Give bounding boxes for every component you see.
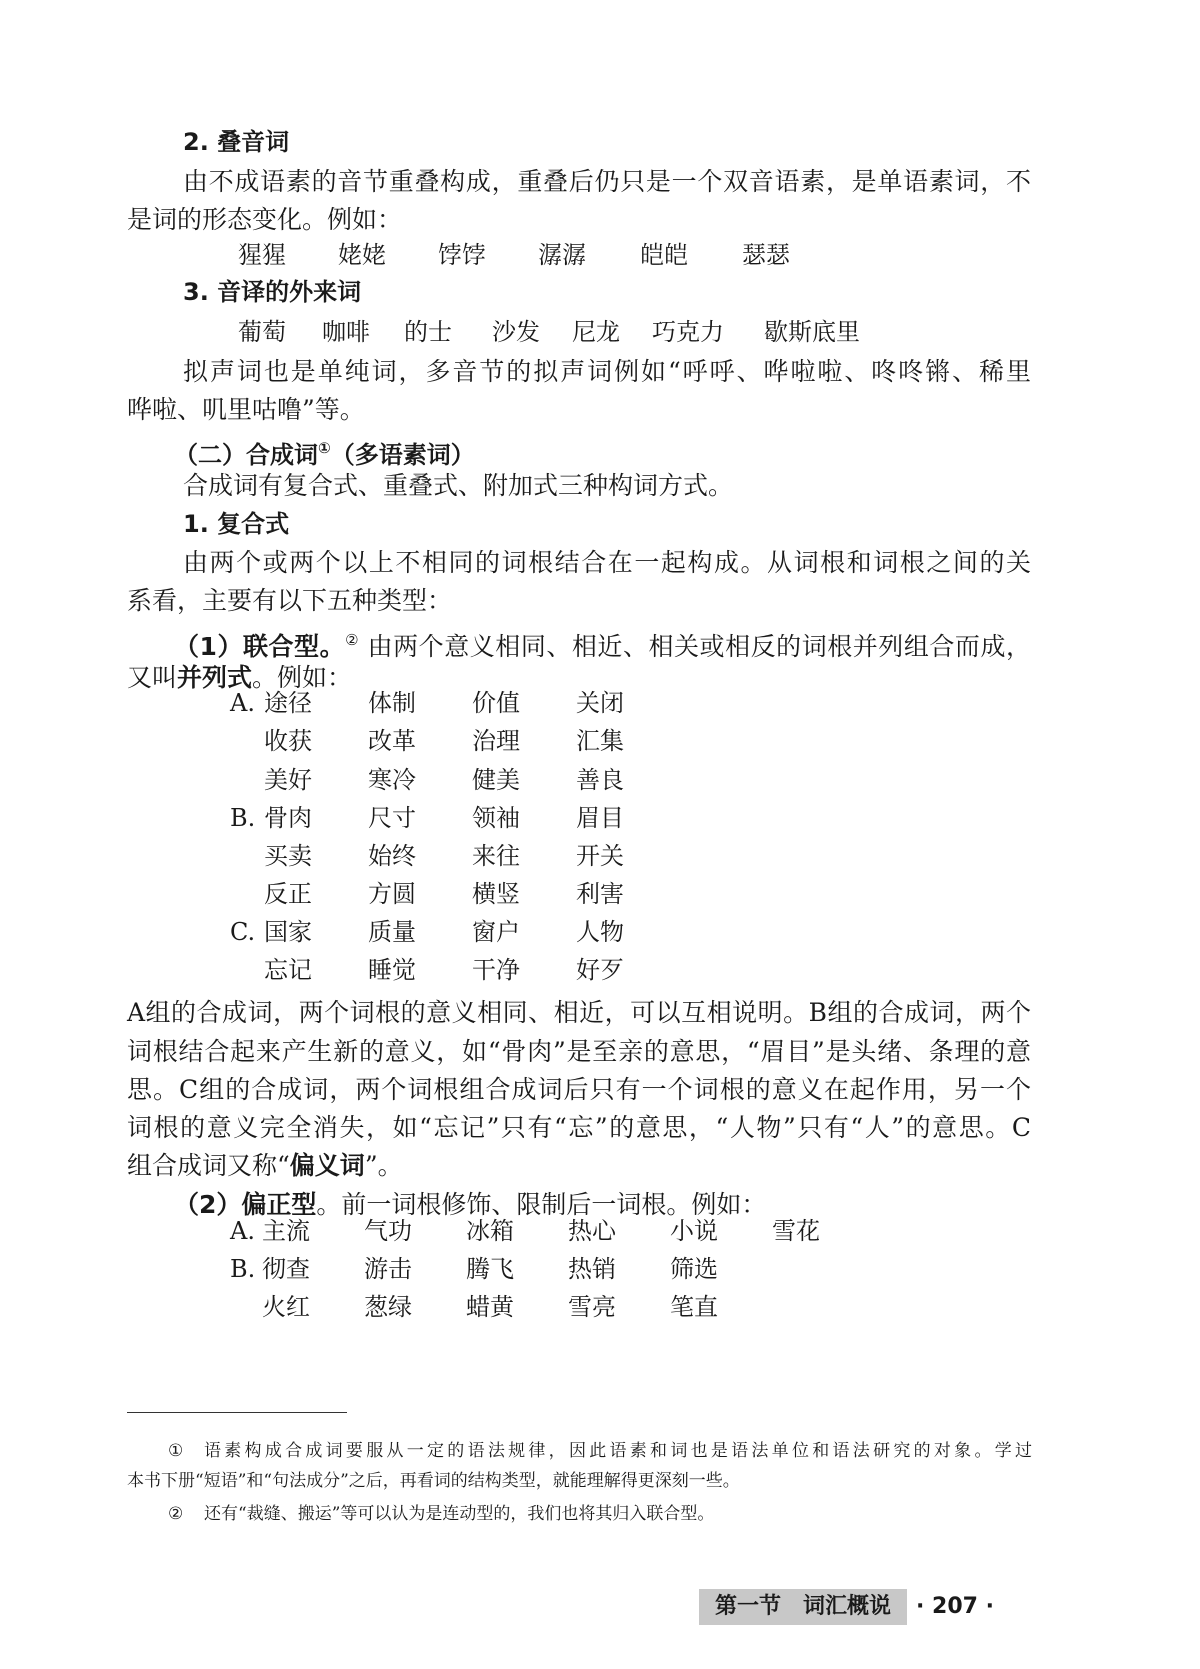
paragraph-line: 合成词有复合式、重叠式、附加式三种构词方式。 <box>183 471 734 500</box>
example-word: 改革 <box>368 727 416 755</box>
paragraph-line: A组的合成词，两个词根的意义相同、相近，可以互相说明。B组的合成词，两个 <box>127 998 1031 1027</box>
example-word: 善良 <box>576 766 624 794</box>
section-heading-reduplicated: 2. 叠音词 <box>183 128 290 156</box>
example-word: 咖啡 <box>322 318 370 346</box>
example-word: 雪花 <box>772 1217 820 1245</box>
type-label-joint: （1）联合型。 <box>174 632 346 661</box>
example-word: 歇斯底里 <box>764 318 860 346</box>
example-word: 姥姥 <box>338 241 386 269</box>
paragraph-line: 思。C组的合成词，两个词根组合成词后只有一个词根的意义在起作用，另一个 <box>127 1075 1031 1104</box>
word-row-reduplicated <box>0 236 1200 274</box>
word-row <box>0 837 1200 875</box>
example-word: 窗户 <box>472 918 520 946</box>
example-word: 关闭 <box>576 689 624 717</box>
example-word: 横竖 <box>472 880 520 908</box>
word-row <box>0 799 1200 837</box>
example-word: 尺寸 <box>368 804 416 832</box>
word-row <box>0 722 1200 760</box>
footnote-mark-1: ① <box>168 1441 184 1461</box>
example-word: 潺潺 <box>538 241 586 269</box>
type-text-joint: 由两个意义相同、相近、相关或相反的词根并列组合而成， <box>359 632 1031 661</box>
term-bold: 偏义词 <box>289 1151 365 1180</box>
subsection-heading-compound-type: 1. 复合式 <box>183 510 290 538</box>
paragraph-line: 词根的意义完全消失，如“忘记”只有“忘”的意思，“人物”只有“人”的意思。C <box>127 1113 1031 1142</box>
type-label-modifier: （2）偏正型 <box>174 1190 317 1219</box>
example-word: 猩猩 <box>238 241 286 269</box>
footnote-ref-1: ① <box>318 439 331 457</box>
word-row <box>0 684 1200 722</box>
paragraph-line: 由两个或两个以上不相同的词根结合在一起构成。从词根和词根之间的关 <box>183 548 1031 577</box>
example-word: 来往 <box>472 842 520 870</box>
example-word: 健美 <box>472 766 520 794</box>
example-word: 蜡黄 <box>466 1293 514 1321</box>
example-word: 反正 <box>264 880 312 908</box>
text-span: 又叫 <box>127 663 178 692</box>
example-word: 汇集 <box>576 727 624 755</box>
example-word: 领袖 <box>472 804 520 832</box>
word-row <box>0 1288 1200 1326</box>
example-word: 葱绿 <box>364 1293 412 1321</box>
word-row <box>0 761 1200 799</box>
text-span: ”。 <box>364 1151 403 1180</box>
word-row <box>0 913 1200 951</box>
example-word: 皑皑 <box>640 241 688 269</box>
example-word: 瑟瑟 <box>742 241 790 269</box>
group-label: B. <box>230 1255 256 1283</box>
text-span: 组合成词又称“ <box>127 1151 290 1180</box>
running-footer-section: 第一节 词汇概说 <box>699 1589 907 1625</box>
example-word: 气功 <box>364 1217 412 1245</box>
example-word: 国家 <box>264 918 312 946</box>
word-row <box>0 1250 1200 1288</box>
example-word: 买卖 <box>264 842 312 870</box>
term-bold: 并列式 <box>177 663 253 692</box>
example-word: 小说 <box>670 1217 718 1245</box>
example-word: 热销 <box>568 1255 616 1283</box>
example-word: 好歹 <box>576 956 624 984</box>
example-word: 笔直 <box>670 1293 718 1321</box>
example-word: 寒冷 <box>368 766 416 794</box>
example-word: 干净 <box>472 956 520 984</box>
example-word: 始终 <box>368 842 416 870</box>
footnote-2-line: 还有“裁缝、搬运”等可以认为是连动型的，我们也将其归入联合型。 <box>204 1504 715 1524</box>
example-word: 体制 <box>368 689 416 717</box>
example-word: 尼龙 <box>572 318 620 346</box>
example-word: 腾飞 <box>466 1255 514 1283</box>
example-word: 雪亮 <box>568 1293 616 1321</box>
example-word: 开关 <box>576 842 624 870</box>
example-word: 眉目 <box>576 804 624 832</box>
paragraph-line: 词根结合起来产生新的意义，如“骨肉”是至亲的意思，“眉目”是头绪、条理的意 <box>127 1037 1031 1066</box>
example-word: 方圆 <box>368 880 416 908</box>
example-word: 彻查 <box>262 1255 310 1283</box>
paragraph-line: 由不成语素的音节重叠构成，重叠后仍只是一个双音语素，是单语素词，不 <box>183 167 1031 196</box>
example-word: 游击 <box>364 1255 412 1283</box>
word-row <box>0 1212 1200 1250</box>
group-label: B. <box>230 804 256 832</box>
footnote-mark-2: ② <box>168 1504 184 1524</box>
example-word: 冰箱 <box>466 1217 514 1245</box>
example-word: 主流 <box>262 1217 310 1245</box>
group-label: C. <box>230 918 256 946</box>
word-row <box>0 951 1200 989</box>
example-word: 热心 <box>568 1217 616 1245</box>
word-row-loanwords <box>0 313 1200 351</box>
group-label: A. <box>230 1217 255 1245</box>
paragraph-line: 是词的形态变化。例如： <box>127 205 403 234</box>
example-word: 忘记 <box>264 956 312 984</box>
type-text-modifier: 。前一词根修饰、限制后一词根。例如： <box>316 1190 767 1219</box>
example-word: 的士 <box>404 318 452 346</box>
section-heading-loanwords: 3. 音译的外来词 <box>183 278 362 306</box>
example-word: 火红 <box>262 1293 310 1321</box>
example-word: 筛选 <box>670 1255 718 1283</box>
example-word: 饽饽 <box>438 241 486 269</box>
word-row <box>0 875 1200 913</box>
paragraph-line: 系看，主要有以下五种类型： <box>127 586 453 615</box>
paragraph-line <box>127 1146 403 1186</box>
footnote-1-line: 语素构成合成词要服从一定的语法规律，因此语素和词也是语法单位和语法研究的对象。学过 <box>204 1441 1032 1461</box>
example-word: 巧克力 <box>652 318 724 346</box>
paragraph-line: 拟声词也是单纯词，多音节的拟声词例如“呼呼、哗啦啦、咚咚锵、稀里 <box>183 357 1031 386</box>
page-number: · 207 · <box>916 1594 994 1619</box>
example-word: 骨肉 <box>264 804 312 832</box>
example-word: 途径 <box>264 689 312 717</box>
group-label: A. <box>230 689 255 717</box>
example-word: 葡萄 <box>238 318 286 346</box>
example-word: 美好 <box>264 766 312 794</box>
footnote-ref-2: ② <box>345 631 360 649</box>
example-word: 治理 <box>472 727 520 755</box>
footnote-1-line: 本书下册“短语”和“句法成分”之后，再看词的结构类型，就能理解得更深刻一些。 <box>127 1471 740 1491</box>
paragraph-line: 哗啦、叽里咕噜”等。 <box>127 395 365 424</box>
text-span: 。例如： <box>252 663 353 692</box>
example-word: 睡觉 <box>368 956 416 984</box>
compound-heading-text: （二）合成词 <box>174 441 318 469</box>
example-word: 质量 <box>368 918 416 946</box>
example-word: 沙发 <box>492 318 540 346</box>
footnote-divider <box>127 1412 347 1413</box>
example-word: 人物 <box>576 918 624 946</box>
example-word: 价值 <box>472 689 520 717</box>
example-word: 收获 <box>264 727 312 755</box>
example-word: 利害 <box>576 880 624 908</box>
compound-heading-tail: （多语素词） <box>330 441 475 469</box>
